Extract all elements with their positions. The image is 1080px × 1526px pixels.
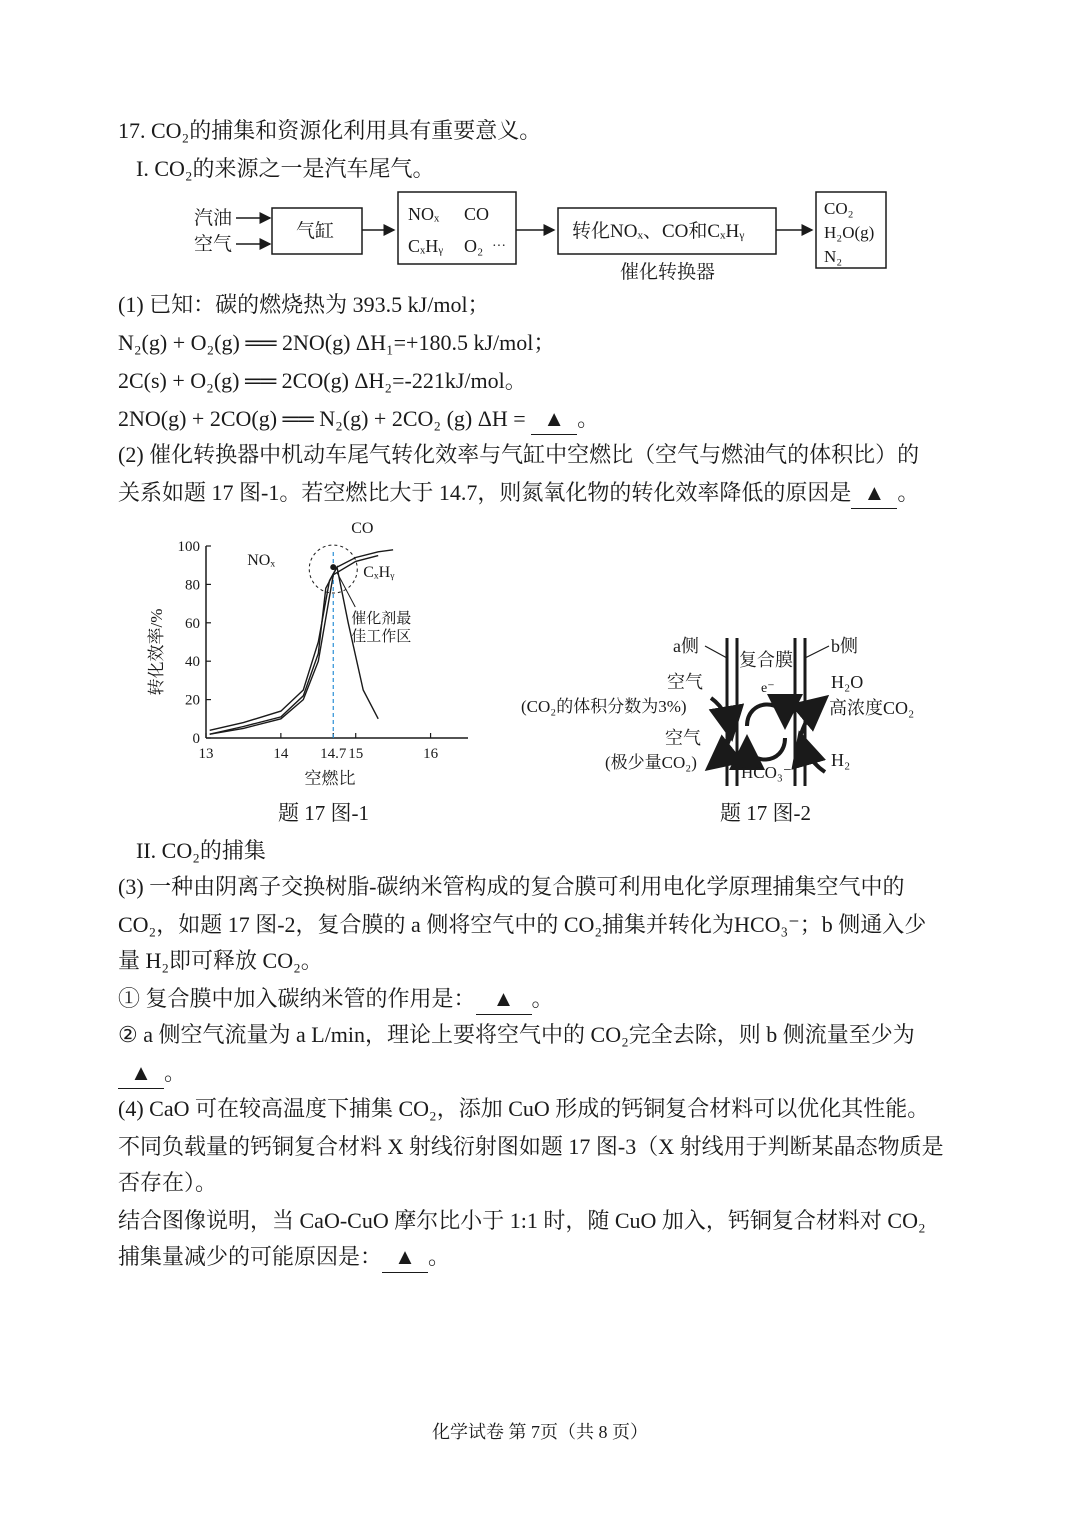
exhaust-flow-diagram [180,186,900,286]
chart-xlabel: 空燃比 [304,769,356,788]
q3-line-3: 量 H₂即可释放 CO₂。 [118,948,323,973]
bicarbonate-label: HCO₃⁻ [741,763,792,782]
chart-ytick-label: 20 [185,692,200,709]
q3-line-2: CO₂，如题 17 图-2，复合膜的 a 侧将空气中的 CO₂捕集并转化为HCO₃⁻；b 侧通入少 [118,912,927,937]
chart-ytick-label: 0 [192,731,200,747]
svg-text:(极少量CO₂): (极少量CO₂) [605,753,697,772]
part2-heading: II. CO₂的捕集 [136,838,266,863]
optimum-annotation-1: 催化剂最 [351,611,412,628]
q4-line-1: (4) CaO 可在较高温度下捕集 CO₂，添加 CuO 形成的钙铜复合材料可以优化其性能。 [118,1096,930,1121]
annotation-leader [337,573,355,607]
question-title: 17. CO₂的捕集和资源化利用具有重要意义。 [118,118,542,143]
q3-sub-2: ② a 侧空气流量为 a L/min，理论上要将空气中的 CO₂完全去除，则 b 侧流量至少为 [118,1022,915,1047]
svg-text:H₂O: H₂O [831,672,864,692]
composite-membrane-diagram [515,626,935,796]
page-footer: 化学试卷 第 7页（共 8 页） [432,1422,648,1442]
svg-text:H₂: H₂ [831,750,851,770]
answer-blank-dh[interactable]: ▲ [531,404,577,435]
chart-series-label-0: NOₓ [247,552,276,570]
svg-text:O₂: O₂ [464,236,484,256]
flow-input-air: 空气 [194,234,233,255]
q2-line-2: 关系如题 17 图-1。若空燃比大于 14.7，则氮氧化物的转化效率降低的原因是 ▲ 。 [118,478,919,509]
answer-blank-q3-1[interactable]: ▲ [476,984,532,1015]
svg-text:NOₓ: NOₓ [408,204,440,224]
svg-text:空气: 空气 [667,672,703,692]
fig1-caption: 题 17 图-1 [278,801,369,825]
cylinder-label: 气缸 [296,221,335,242]
chart-xtick-label: 15 [348,746,364,762]
answer-blank-q3-2[interactable]: ▲ [118,1058,164,1089]
chart-ylabel: 转化效率/% [147,608,166,696]
chart-xtick-label: 14.7 [320,746,347,762]
svg-text:N₂: N₂ [824,247,843,266]
converter-label: 催化转换器 [620,262,716,283]
chart-series-label-1: CO [351,520,374,538]
chart-ytick-label: 60 [185,615,200,632]
chart-xtick-label: 16 [423,746,439,762]
answer-blank-q2[interactable]: ▲ [851,478,897,509]
svg-text:CO₂: CO₂ [824,199,854,218]
equation-1: N₂(g) + O₂(g) ══ 2NO(g) ΔH₁=+180.5 kJ/mol； [118,330,556,355]
equation-2: 2C(s) + O₂(g) ══ 2CO(g) ΔH₂=-221kJ/mol。 [118,368,527,393]
a-side-label: a侧 [673,636,699,656]
svg-text:CₓHᵧ: CₓHᵧ [408,236,443,256]
svg-text:H₂O(g): H₂O(g) [824,223,875,242]
chart-series-line-0 [210,567,379,730]
part1-heading: I. CO₂的来源之一是汽车尾气。 [136,156,435,181]
q3-sub-1: ① 复合膜中加入碳纳米管的作用是： ▲ 。 [118,984,554,1015]
chart-xtick-label: 13 [198,746,214,762]
chart-ytick-label: 80 [185,577,200,594]
svg-text:···: ··· [492,239,506,254]
optimum-annotation-2: 佳工作区 [351,629,412,646]
chart-series-label-2: CₓHᵧ [363,564,395,582]
equation-3: 2NO(g) + 2CO(g) ══ N₂(g) + 2CO₂ (g) ΔH = ▲ 。 [118,404,599,435]
q3-sub-2-answer: ▲ 。 [118,1058,186,1089]
b-side-label: b侧 [831,636,858,656]
electron-arrow-top [747,704,785,726]
q4-line-5: 捕集量减少的可能原因是： ▲ 。 [118,1242,450,1273]
fig2-caption: 题 17 图-2 [720,801,811,825]
q1-intro: (1) 已知：碳的燃烧热为 393.5 kJ/mol； [118,292,490,317]
q2-line-1: (2) 催化转换器中机动车尾气转化效率与气缸中空燃比（空气与燃油气的体积比）的 [118,442,920,467]
converter-text: 转化NOₓ、CO和CₓHᵧ [572,221,745,242]
svg-text:高浓度CO₂: 高浓度CO₂ [829,698,915,718]
q4-line-2: 不同负载量的钙铜复合材料 X 射线衍射图如题 17 图-3（X 射线用于判断某晶态物质是 [118,1134,944,1159]
svg-text:(CO₂的体积分数为3%): (CO₂的体积分数为3%) [521,697,687,716]
q4-line-4: 结合图像说明，当 CaO-CuO 摩尔比小于 1:1 时，随 CuO 加入，钙铜复合材料对 CO₂ [118,1208,926,1233]
chart-xtick-label: 14 [273,746,289,762]
conversion-efficiency-chart [147,512,490,802]
svg-text:空气: 空气 [665,728,701,748]
electron-label: e⁻ [761,681,775,696]
chart-ytick-label: 100 [177,539,200,555]
q3-line-1: (3) 一种由阴离子交换树脂-碳纳米管构成的复合膜可利用电化学原理捕集空气中的 [118,874,905,899]
flow-input-gasoline: 汽油 [194,208,233,229]
chart-ytick-label: 40 [185,654,200,671]
q4-line-3: 否存在）。 [118,1170,218,1195]
ion-arrow-bottom [747,738,785,760]
answer-blank-q4[interactable]: ▲ [382,1242,428,1273]
membrane-label: 复合膜 [739,650,793,670]
svg-text:CO: CO [464,204,490,224]
